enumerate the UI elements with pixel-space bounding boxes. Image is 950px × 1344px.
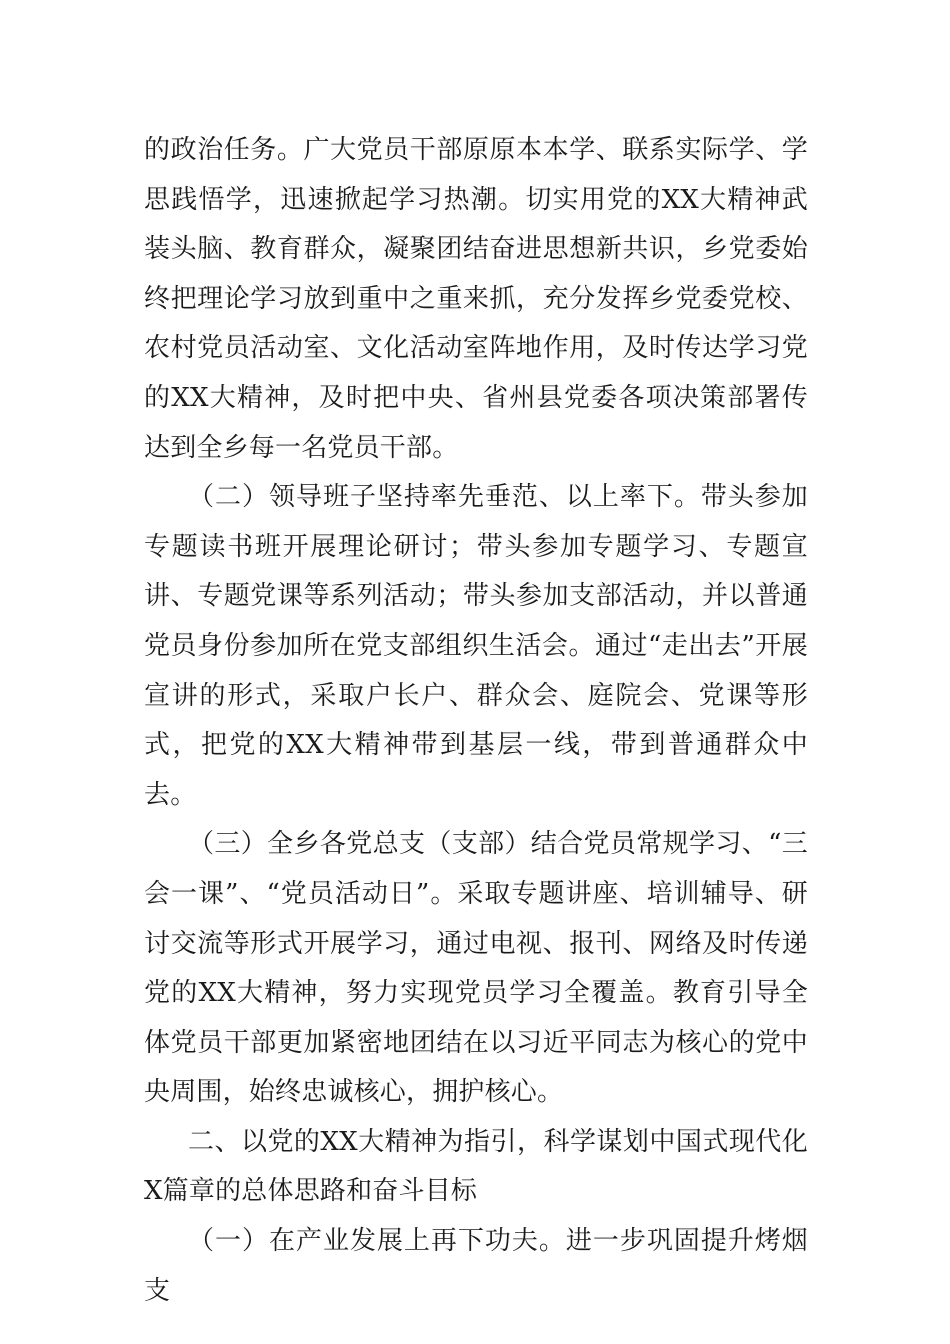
document-body [144, 126, 808, 1316]
section-heading-two: 二、以党的XX大精神为指引，科学谋划中国式现代化X篇章的总体思路和奋斗目标 [144, 1126, 808, 1207]
paragraph-party-branches: （三）全乡各党总支（支部）结合党员常规学习、“三会一课”、“党员活动日”。采取专题讲座、培训辅导、研讨交流等形式开展学习，通过电视、报刊、网络及时传递党的XX大精神，努力实现党员学习全覆盖。教育引导全体党员干部更加紧密地团结在以习近平同志为核心的党中央周围，始终忠诚核心，拥护核心。 [144, 829, 808, 1108]
paragraph-continuation: 的政治任务。广大党员干部原原本本学、联系实际学、学思践悟学，迅速掀起学习热潮。切实用党的XX大精神武装头脑、教育群众，凝聚团结奋进思想新共识，乡党委始终把理论学习放到重中之重来抓，充分发挥乡党委党校、农村党员活动室、文化活动室阵地作用，及时传达学习党的XX大精神，及时把中央、省州县党委各项决策部署传达到全乡每一名党员干部。 [144, 135, 808, 463]
paragraph-industry: （一）在产业发展上再下功夫。进一步巩固提升烤烟支 [144, 1226, 808, 1306]
paragraph-leadership: （二）领导班子坚持率先垂范、以上率下。带头参加专题读书班开展理论研讨；带头参加专题学习、专题宣讲、专题党课等系列活动；带头参加支部活动，并以普通党员身份参加所在党支部组织生活会。通过“走出去”开展宣讲的形式，采取户长户、群众会、庭院会、党课等形式，把党的XX大精神带到基层一线，带到普通群众中去。 [144, 482, 808, 810]
